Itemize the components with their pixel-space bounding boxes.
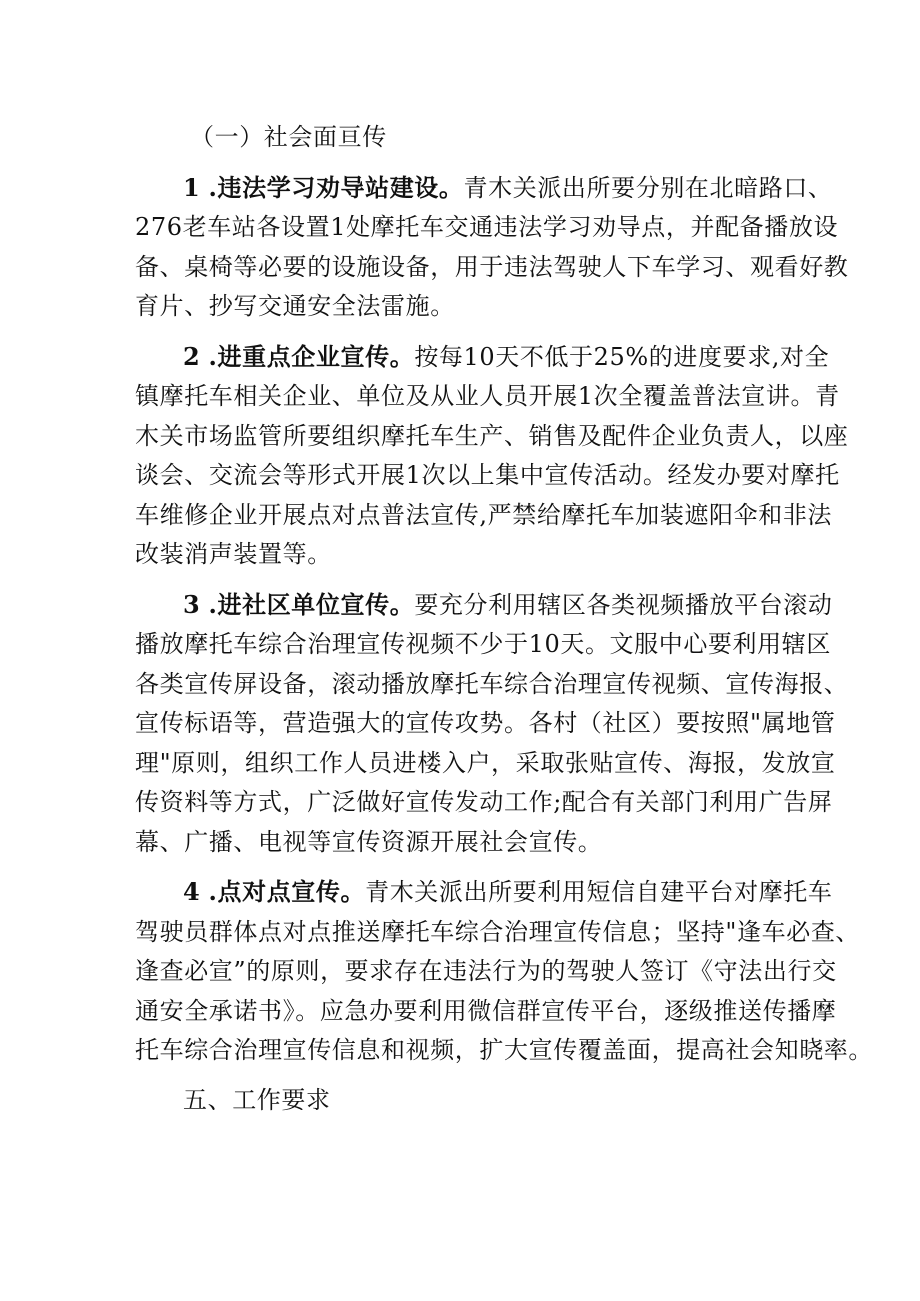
paragraph-text: 青木关派出所要利用短信自建平台对摩托车 [365, 878, 833, 906]
paragraph-line: 传资料等方式，广泛做好宣传发动工作;配合有关部门利用广告屏 [135, 788, 833, 816]
paragraph-lead: .违法学习劝导站建设。 [208, 172, 464, 202]
paragraph-lead: .点对点宣传。 [208, 877, 366, 906]
paragraph-number: 4 [183, 877, 201, 906]
paragraph-line: 通安全承诺书》。应急办要利用微信群宣传平台，逐级推送传播摩 [135, 996, 837, 1025]
paragraph-lead: .进重点企业宣传。 [208, 341, 415, 371]
paragraph-1 [135, 168, 849, 327]
paragraph-4 [135, 872, 873, 1071]
paragraph-line: 谈会、交流会等形式开展1次以上集中宣传活动。经发办要对摩托 [135, 461, 840, 489]
paragraph-text: 按每10天不低于25%的进度要求,对全 [414, 342, 830, 371]
paragraph-2 [135, 337, 849, 575]
paragraph-number: 2 [183, 341, 201, 371]
paragraph-line: 幕、广播、电视等宣传资源开展社会宣传。 [135, 827, 603, 856]
paragraph-line: 镇摩托车相关企业、单位及从业人员开展1次全覆盖普法宣讲。青 [135, 382, 840, 410]
paragraph-line: 备、桌椅等必要的设施设备，用于违法驾驶人下车学习、观看好教 [135, 252, 849, 281]
paragraph-line: 276老车站各设置1处摩托车交通违法学习劝导点，并配备播放设 [135, 213, 839, 241]
paragraph-line: 播放摩托车综合治理宣传视频不少于10天。文服中心要利用辖区 [135, 630, 831, 658]
paragraph-first-line [135, 585, 833, 626]
paragraph-first-line [135, 168, 833, 209]
paragraph-line: 逢查必宣”的原则，要求存在违法行为的驾驶人签订《守法出行交 [135, 957, 837, 985]
paragraph-line: 车维修企业开展点对点普法宣传,严禁给摩托车加装遮阳伞和非法 [135, 500, 833, 529]
paragraph-number: 3 [183, 589, 201, 619]
document-body [135, 118, 873, 1120]
paragraph-line: 木关市场监管所要组织摩托车生产、销售及配件企业负责人，以座 [135, 421, 849, 450]
paragraph-line: 改装消声装置等。 [135, 540, 332, 568]
paragraph-3 [135, 585, 849, 863]
paragraph-line: 各类宣传屏设备，滚动播放摩托车综合治理宣传视频、宣传海报、 [135, 669, 849, 698]
section-heading: 五、工作要求 [183, 1085, 331, 1114]
paragraph-number: 1 [183, 172, 201, 202]
paragraph-line: 托车综合治理宣传信息和视频，扩大宣传覆盖面，提高社会知晓率。 [135, 1036, 873, 1064]
paragraph-line: 宣传标语等，营造强大的宣传攻势。各村（社区）要按照"属地管 [135, 709, 836, 737]
subheading: （一）社会面亘传 [190, 123, 387, 151]
paragraph-text: 青木关派出所要分别在北暗路口、 [463, 173, 833, 202]
paragraph-text: 要充分利用辖区各类视频播放平台滚动 [414, 590, 833, 619]
paragraph-line: 理"原则，组织工作人员进楼入户，采取张贴宣传、海报，发放宣 [135, 748, 836, 777]
paragraph-line: 育片、抄写交通安全法雷施。 [135, 292, 455, 320]
paragraph-lead: .进社区单位宣传。 [208, 589, 415, 619]
paragraph-first-line [135, 872, 833, 913]
paragraph-first-line [135, 337, 830, 378]
paragraph-line: 驾驶员群体点对点推送摩托车综合治理宣传信息；坚持"逢车必查、 [135, 917, 861, 946]
